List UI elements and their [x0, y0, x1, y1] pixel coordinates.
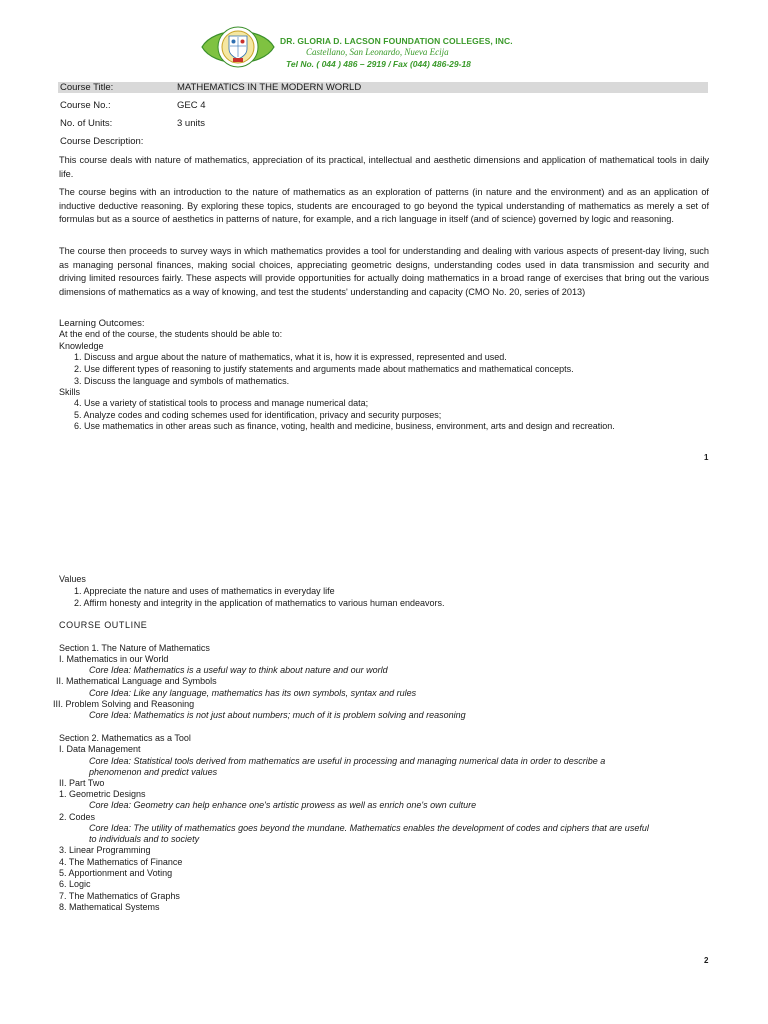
learning-outcomes-heading: Learning Outcomes:	[59, 318, 145, 329]
course-title-label: Course Title:	[60, 82, 114, 93]
core-idea: Core Idea: Mathematics is a useful way to think about nature and our world	[89, 665, 388, 675]
outline-item: 3. Linear Programming	[59, 845, 151, 855]
core-idea: Core Idea: Like any language, mathematics has its own symbols, syntax and rules	[89, 688, 417, 698]
school-address: Castellano, San Leonardo, Nueva Ecija	[306, 47, 449, 57]
school-name: DR. GLORIA D. LACSON FOUNDATION COLLEGES, INC.	[280, 36, 513, 46]
outline-item: II. Mathematical Language and Symbols	[56, 676, 217, 686]
section-heading: Section 1. The Nature of Mathematics	[59, 643, 210, 653]
page-number: 1	[704, 453, 709, 462]
outline-item: III. Problem Solving and Reasoning	[53, 699, 195, 709]
outcome-item: 6. Use mathematics in other areas such as finance, voting, health and medicine, business, environment, arts and design and recreation.	[74, 421, 615, 431]
core-idea: to individuals and to society	[89, 834, 200, 844]
outline-item: II. Part Two	[59, 778, 105, 788]
units-label: No. of Units:	[60, 118, 113, 129]
description-paragraph: The course begins with an introduction to the nature of mathematics as an exploration of patterns (in nature and the environment) and as an application of inductive deductive reasoning. By exploring these topics, students are encouraged to go beyond the typical understanding of mathematics as merely a set of formulas but as a source of aesthetics in patterns of nature, for example, and a rich language in itself (and of science) governed by logic and reasoning.	[59, 187, 709, 225]
outline-item: 4. The Mathematics of Finance	[59, 857, 183, 867]
outcome-item: 3. Discuss the language and symbols of mathematics.	[74, 376, 290, 386]
college-seal-logo	[200, 22, 276, 72]
units-value: 3 units	[177, 118, 205, 129]
school-telephone: Tel No. ( 044 ) 486 – 2919 / Fax (044) 486-29-18	[286, 59, 471, 69]
course-title-value: MATHEMATICS IN THE MODERN WORLD	[177, 82, 362, 93]
outcome-item: 1. Discuss and argue about the nature of mathematics, what it is, how it is expressed, represented and used.	[74, 352, 507, 362]
core-idea: Core Idea: Geometry can help enhance one's artistic prowess as well as enrich one's own culture	[89, 800, 477, 810]
outcome-item: 5. Analyze codes and coding schemes used for identification, privacy and security purposes;	[74, 410, 442, 420]
core-idea: Core Idea: Statistical tools derived from mathematics are useful in processing and managing numerical data in order to describe a	[89, 756, 606, 766]
outline-item: 7. The Mathematics of Graphs	[59, 891, 180, 901]
course-no-value: GEC 4	[177, 100, 206, 111]
outcome-item: 2. Use different types of reasoning to justify statements and arguments made about mathematics and mathematical concepts.	[74, 364, 574, 374]
outline-item: I. Mathematics in our World	[59, 654, 169, 664]
course-description-label: Course Description:	[60, 136, 144, 147]
outline-item: 8. Mathematical Systems	[59, 902, 160, 912]
course-title-bar	[58, 82, 708, 93]
outcomes-intro: At the end of the course, the students should be able to:	[59, 329, 283, 339]
section-heading: Section 2. Mathematics as a Tool	[59, 733, 191, 743]
outline-item: 1. Geometric Designs	[59, 789, 146, 799]
description-paragraph: This course deals with nature of mathematics, appreciation of its practical, intellectual and aesthetic dimensions and application of mathematical tools in daily life.	[59, 155, 709, 179]
outline-item: I. Data Management	[59, 744, 141, 754]
outcome-item: 2. Affirm honesty and integrity in the application of mathematics to various human endeavors.	[74, 598, 445, 608]
description-paragraph: The course then proceeds to survey ways in which mathematics provides a tool for understanding and dealing with various aspects of present-day living, such as managing personal finances, making social choices, appreciating geometric designs, understanding codes used in data transmission and security and driving limited resources fairly. These aspects will provide opportunities for actually doing mathematics in a broad range of exercises that bring out the various dimensions of mathematics as a way of knowing, and test the students' understanding and capacity (CMO No. 20, series of 2013)	[59, 246, 709, 298]
course-no-label: Course No.:	[60, 100, 111, 111]
core-idea: Core Idea: Mathematics is not just about numbers; much of it is problem solving and reasoning	[89, 710, 466, 720]
skills-label: Skills	[59, 387, 81, 397]
outline-item: 5. Apportionment and Voting	[59, 868, 173, 878]
values-label: Values	[59, 574, 86, 584]
knowledge-label: Knowledge	[59, 341, 104, 351]
core-idea: phenomenon and predict values	[89, 767, 218, 777]
outcome-item: 4. Use a variety of statistical tools to process and manage numerical data;	[74, 398, 369, 408]
course-outline-heading: COURSE OUTLINE	[59, 620, 148, 630]
outline-item: 6. Logic	[59, 879, 91, 889]
core-idea: Core Idea: The utility of mathematics goes beyond the mundane. Mathematics enables the development of codes and ciphers that are useful	[89, 823, 649, 833]
page-number: 2	[704, 956, 709, 965]
outline-item: 2. Codes	[59, 812, 96, 822]
outcome-item: 1. Appreciate the nature and uses of mathematics in everyday life	[74, 586, 335, 596]
